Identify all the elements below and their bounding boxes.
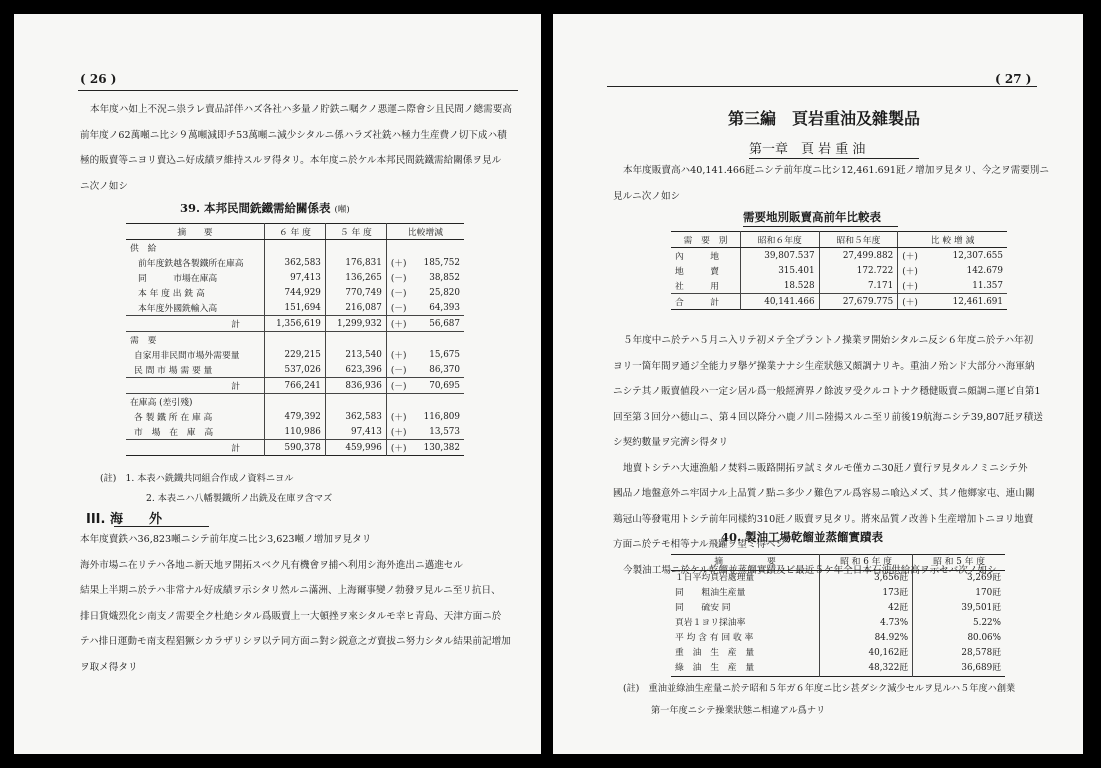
table-cell: 459,996 <box>325 440 386 456</box>
table-cell: (＋) <box>898 294 930 310</box>
table-cell: 136,265 <box>325 270 386 285</box>
table-cell: 110,986 <box>265 424 326 440</box>
column-header: 昭 和 5 年 度 <box>913 555 1005 571</box>
subtotal-row <box>126 440 464 456</box>
table-row <box>671 571 1005 587</box>
iron-supply-demand-table <box>126 223 464 456</box>
section-label: 在庫高 (差引殘) <box>126 394 265 410</box>
table-header-row <box>671 232 1007 248</box>
table-cell: 3,656瓩 <box>820 571 913 587</box>
table-cell: 84.92% <box>820 631 913 646</box>
table-caption: 40. 製油工場乾餾並蒸餾實蹟表 <box>721 530 884 544</box>
table-cell: 各 製 鐵 所 在 庫 高 <box>126 409 265 424</box>
column-header: 摘 要 <box>126 224 265 240</box>
table-cell: 56,687 <box>414 316 464 332</box>
table-row <box>126 424 464 440</box>
table-cell: 11.357 <box>972 280 1003 291</box>
table-cell: 18.528 <box>741 278 820 294</box>
table-cell: 80.06% <box>967 633 1001 643</box>
note-line: 2. 本表ニハ八幡製鐵所ノ出銑及在庫ヲ含マズ <box>146 493 333 504</box>
table-cell: 12,461.691 <box>930 294 1007 310</box>
text-line: 見ルニ次ノ如シ <box>613 190 681 202</box>
section-row <box>126 332 464 348</box>
table-cell: (－) <box>390 304 407 314</box>
header-rule <box>78 90 518 91</box>
table-cell: 5.22% <box>973 618 1001 628</box>
column-header: 昭 和 6 年 度 <box>820 555 913 571</box>
subtotal-row <box>126 316 464 332</box>
table-cell: 7.171 <box>819 278 898 294</box>
table-cell: 590,378 <box>265 440 326 456</box>
table-row <box>126 409 464 424</box>
table-cell: (＋) <box>902 282 918 292</box>
text-line: 結果上半期ニ於テハ非常ナル好成績ヲ示シタリ然ルニ滿洲、上海爾事變ノ勃發ヲ見ルニ至リ抗日、 <box>80 585 501 596</box>
text-line: ニ次ノ如シ <box>80 180 128 192</box>
table-cell: 172.722 <box>819 263 898 278</box>
section-label: 需 要 <box>126 332 265 348</box>
table-cell: (＋) <box>390 413 407 423</box>
table-cell: 38,852 <box>429 272 460 283</box>
table-cell: 176,831 <box>325 255 386 270</box>
table-cell: 623,396 <box>325 362 386 378</box>
text-line: 今製油工場ニ於ケル乾餾並蒸餾實蹟及ビ最近５ケ年全日本石油供給高ヲ示セバ次ノ如シ <box>623 564 997 576</box>
table-row <box>671 601 1005 616</box>
text-line: 國品ノ地盤意外ニ牢固ナル上品質ノ點ニ多少ノ難色アル爲容易ニ喰込メズ、其ノ他鄉家屯、連山關 <box>613 488 1035 499</box>
text-line: 回至第３回分ハ德山ニ、第４回以降分ハ鹿ノ川ニ陸揚スルニ至リ前後19航海ニシテ39,807瓩ヲ積送 <box>613 411 1043 423</box>
subtotal-row <box>126 378 464 394</box>
column-header: ５ 年 度 <box>325 224 386 240</box>
table-cell: 36,689瓩 <box>961 663 1001 673</box>
column-header: 比較增減 <box>386 224 464 240</box>
table-cell: 1,299,932 <box>325 316 386 332</box>
table-row <box>126 255 464 270</box>
text-line: 排日貨熾烈化シ南支ノ需要全ク杜絶シタル爲販賣上一大頓挫ヲ來シタルモ幸ヒ青島、天津方面ニ於 <box>80 610 502 622</box>
column-header: 比 較 增 減 <box>898 232 1007 248</box>
table-cell: 計 <box>126 316 265 332</box>
caption-text: 39. 本邦民間銑鐵需給關係表 <box>180 201 331 215</box>
table-cell: 185,752 <box>423 257 460 268</box>
page-number: ( 27 ) <box>995 72 1032 86</box>
table-cell: 內 地 <box>671 248 741 264</box>
table-cell: (－) <box>390 366 407 376</box>
text-line: 鶏冠山等發電用トシテ前年同樣約310瓩ノ販賣ヲ見タリ。將來品質ノ改善ト生産增加トニヨリ地賣 <box>613 513 1034 525</box>
table-cell: 合 計 <box>671 294 741 310</box>
table-notes <box>100 469 332 509</box>
table-cell: 48,322瓩 <box>820 661 913 677</box>
text-line: 本年度販賣高ハ40,141.466瓩ニシテ前年度ニ比シ12,461.691瓩ノ增加ヲ見タリ、今之ヲ需要別ニ <box>623 165 1049 176</box>
table-caption: 需要地別販賣高前年比較表 <box>743 210 881 224</box>
caption-underline <box>743 226 898 227</box>
text-line: 海外市場ニ在リテハ各地ニ新天地ヲ開拓スベク凡有機會ヲ捕ヘ利用シ海外進出ニ邁進セル <box>80 559 463 571</box>
table-row <box>671 616 1005 631</box>
text-line: 本年度ハ如上不況ニ祟ラレ賣品詳伴ハズ各社ハ多量ノ貯鉄ニ嘱クノ悪運ニ際會シ且民間ノ總需要高 <box>90 104 512 115</box>
table-cell: 民 間 市 場 需 要 量 <box>126 362 265 378</box>
table-cell: 130,382 <box>414 440 464 456</box>
table-row <box>126 347 464 362</box>
table-cell: 12,307.655 <box>952 250 1003 261</box>
table-cell: 13,573 <box>429 426 460 437</box>
table-cell: 213,540 <box>325 347 386 362</box>
table-cell: 39,807.537 <box>741 248 820 264</box>
table-cell: 本年度外國銑輸入高 <box>126 300 265 316</box>
table-cell: 計 <box>126 440 265 456</box>
table-cell: 142.679 <box>966 265 1003 276</box>
text-line: 方面ニ於テモ相等ナル飛躍ヲ望ミ得ベシ <box>613 539 786 550</box>
table-header-row <box>126 224 464 240</box>
section-row <box>126 240 464 256</box>
table-cell: 70,695 <box>414 378 464 394</box>
table-cell: 64,393 <box>429 302 460 313</box>
table-cell: 97,413 <box>325 424 386 440</box>
table-cell: 15,675 <box>429 349 460 360</box>
table-cell: 151,694 <box>265 300 326 316</box>
table-cell: 537,026 <box>265 362 326 378</box>
note-line: (註) 1. 本表ハ銑鐵共同組合作成ノ資料ニヨル <box>100 473 294 484</box>
table-cell: 86,370 <box>429 364 460 375</box>
refinery-performance-table <box>671 554 1005 677</box>
table-cell: 同 粗油生産量 <box>671 586 820 601</box>
column-header: 昭和６年度 <box>741 232 820 248</box>
right-page <box>553 14 1083 754</box>
table-cell: 27,679.775 <box>819 294 898 310</box>
text-line: ヲ取メ得タリ <box>80 661 138 673</box>
caption-unit: (噸) <box>334 205 350 215</box>
note-line: (註) 重油並綠油生産量ニ於テ昭和５年ガ６年度ニ比シ甚ダシク減少セルヲ見ルハ５年度ハ創業 <box>623 683 1016 694</box>
table-cell: 計 <box>126 378 265 394</box>
table-cell: 綠 油 生 産 量 <box>671 661 820 677</box>
column-header: 需 要 別 <box>671 232 741 248</box>
table-cell: 1,356,619 <box>265 316 326 332</box>
table-row <box>671 278 1007 294</box>
table-row <box>671 661 1005 677</box>
left-page <box>14 14 541 754</box>
table-caption <box>180 200 350 216</box>
column-header: 昭和５年度 <box>819 232 898 248</box>
table-cell: 362,583 <box>325 409 386 424</box>
table-cell: 市 場 在 庫 高 <box>126 424 265 440</box>
table-cell: 本 年 度 出 銑 高 <box>126 285 265 300</box>
table-cell: (＋) <box>902 252 918 262</box>
table-cell: 170瓩 <box>975 588 1001 598</box>
text-line: ニシテ其ノ販賣値段ハ一定シ居ル爲一般經濟界ノ餘波ヲ受クルコトナク穩健販賣ニ頗調ニ運ビ自第1 <box>613 386 1041 397</box>
table-cell: 315.401 <box>741 263 820 278</box>
table-cell: 116,809 <box>423 411 460 422</box>
table-cell: 40,162瓩 <box>820 646 913 661</box>
table-cell: 173瓩 <box>820 586 913 601</box>
table-cell: 744,929 <box>265 285 326 300</box>
table-cell: 28,578瓩 <box>961 648 1001 658</box>
table-cell: 42瓩 <box>820 601 913 616</box>
text-line: テハ排日運動モ南支程猖獗シカラザリシヲ以テ同方面ニ對シ鋭意之ガ賣拔ニ努力シタル結果前記增加 <box>80 636 511 647</box>
table-cell: 836,936 <box>325 378 386 394</box>
text-line: 極的販賣等ニヨリ賣込ニ好成績ヲ維持スルヲ得タリ。本年度ニ於ケル本邦民間銑鐵需給關係ヲ見ル <box>80 155 502 166</box>
part-title: 第三編 頁岩重油及雜製品 <box>728 109 921 128</box>
table-cell: (＋) <box>902 267 918 277</box>
table-cell: 4.73% <box>820 616 913 631</box>
table-row <box>671 248 1007 264</box>
table-row <box>126 270 464 285</box>
table-cell: (＋) <box>390 428 407 438</box>
table-cell: 社 用 <box>671 278 741 294</box>
table-cell: 前年度鉄越各製鐵所在庫高 <box>126 255 265 270</box>
table-cell: 地 賣 <box>671 263 741 278</box>
table-cell: 362,583 <box>265 255 326 270</box>
table-cell: 頁岩１ヨリ採油率 <box>671 616 820 631</box>
table-cell: 27,499.882 <box>819 248 898 264</box>
table-cell: (－) <box>386 378 413 394</box>
text-line: ５年度中ニ於テハ５月ニ入リテ初メテ全プラントノ操業ヲ開始シタルニ反シ６年度ニ於テハ年初 <box>623 335 1034 346</box>
section-label: 供 給 <box>126 240 265 256</box>
total-row <box>671 294 1007 310</box>
column-header: 摘 要 <box>671 555 820 571</box>
table-row <box>671 586 1005 601</box>
demand-comparison-table <box>671 231 1007 310</box>
table-cell: (＋) <box>390 351 407 361</box>
table-cell: １日平均頁岩處理量 <box>671 571 820 587</box>
table-row <box>671 263 1007 278</box>
table-cell: 重 油 生 産 量 <box>671 646 820 661</box>
table-cell: (－) <box>390 289 407 299</box>
table-header-row <box>671 555 1005 571</box>
section-row <box>126 394 464 410</box>
table-cell: 3,269瓩 <box>967 573 1001 583</box>
table-cell: (＋) <box>386 440 413 456</box>
table-cell: 25,820 <box>429 287 460 298</box>
section-heading: III. 海 外 <box>86 512 162 527</box>
table-cell: 216,087 <box>325 300 386 316</box>
chapter-title: 第一章 頁 岩 重 油 <box>749 142 866 157</box>
text-line: 本年度賣鉄ハ36,823噸ニシテ前年度ニ比シ3,623噸ノ增加ヲ見タリ <box>80 534 372 545</box>
table-row <box>126 300 464 316</box>
table-cell: (＋) <box>390 259 407 269</box>
table-row <box>126 285 464 300</box>
text-line: シ契約數量ヲ完濟シ得タリ <box>613 437 729 448</box>
header-rule <box>607 86 1037 87</box>
table-cell: 平 均 含 有 回 收 率 <box>671 631 820 646</box>
page-number: ( 26 ) <box>80 72 117 86</box>
table-cell: 97,413 <box>265 270 326 285</box>
intro-paragraph <box>80 97 512 199</box>
table-row <box>671 631 1005 646</box>
table-cell: 40,141.466 <box>741 294 820 310</box>
text-line: 前年度ノ62萬噸ニ比シ９萬噸減即チ53萬噸ニ減少シタルニ係ハラズ社銑ハ極力生産費ノ切下成ハ積 <box>80 129 507 141</box>
note-line: 第一年度ニシテ操業狀態ニ相違アル爲ナリ <box>651 705 826 716</box>
table-row <box>671 646 1005 661</box>
table-cell: 479,392 <box>265 409 326 424</box>
text-line: 地賣トシテハ大連漁船ノ焚料ニ販路開拓ヲ試ミタルモ僅カニ30瓩ノ賣行ヲ見タルノミニシテ外 <box>623 462 1028 474</box>
text-line: ヨリ一箇年間ヲ通ジ全能力ヲ擧ゲ操業ナナシ生産狀態又頗調ナリキ。重油ノ殆ンド大部分ハ海軍納 <box>613 360 1035 372</box>
table-cell: (－) <box>390 274 407 284</box>
table-cell: 同 市場在庫高 <box>126 270 265 285</box>
table-cell: 自家用非民間市場外需要量 <box>126 347 265 362</box>
table-cell: (＋) <box>386 316 413 332</box>
table-cell: 229,215 <box>265 347 326 362</box>
table-cell: 39,501瓩 <box>961 603 1001 613</box>
chapter-intro <box>613 158 1049 209</box>
table-cell: 同 硫安 同 <box>671 601 820 616</box>
table-notes <box>623 678 1015 722</box>
table-cell: 770,749 <box>325 285 386 300</box>
table-cell: 766,241 <box>265 378 326 394</box>
overseas-paragraph <box>80 527 511 680</box>
column-header: ６ 年 度 <box>265 224 326 240</box>
table-row <box>126 362 464 378</box>
